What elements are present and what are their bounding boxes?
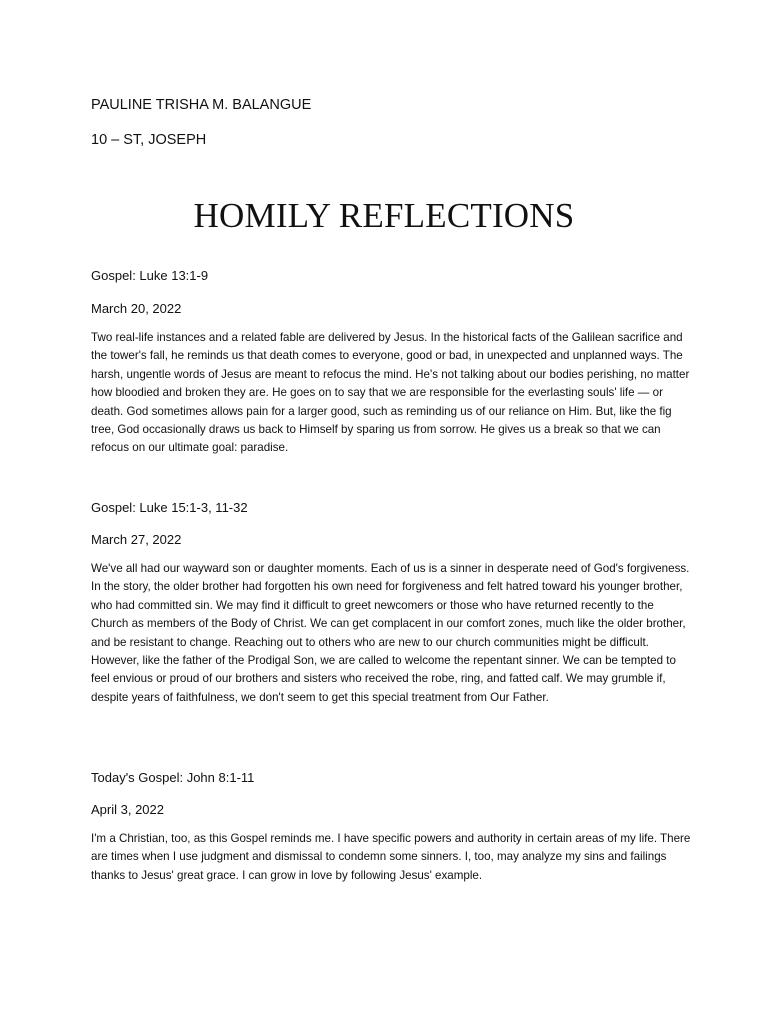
reflection-paragraph: I'm a Christian, too, as this Gospel reminds me. I have specific powers and authority in certain areas of my life. There are times when I use judgment and dismissal to condemn some sinners. I, too, may analyze my sins and failings thanks to Jesus' great grace. I can grow in love by following Jesus' example. [91,832,691,882]
reflection-paragraph: Two real-life instances and a related fable are delivered by Jesus. In the historical facts of the Galilean sacrifice and the tower's fall, he reminds us that death comes to everyone, good or bad, in unexpected and unplanned ways. The harsh, ungentle words of Jesus are meant to refocus the mind. He's not talking about our bodies perishing, no matter how bloodied and broken they are. He goes on to say that we are responsible for the everlasting souls' life — or death. God sometimes allows pain for a larger good, such as reminding us of our reliance on Him. But, like the fig tree, God occasionally draws us back to Himself by sparing us from sorrow. He gives us a break so that we can refocus on our ultimate goal: paradise. [91,331,690,455]
reflection-date: April 3, 2022 [91,802,164,817]
gospel-reference: Today's Gospel: John 8:1-11 [91,770,255,785]
reflection-date: March 27, 2022 [91,532,182,547]
author-name: PAULINE TRISHA M. BALANGUE [91,97,312,113]
reflection-paragraph: We've all had our wayward son or daughter moments. Each of us is a sinner in desperate need of God's forgiveness. In the story, the older brother had forgotten his own need for forgiveness and felt hatred toward his younger brother, who had committed sin. We may find it difficult to greet newcomers or those who have returned recently to the Church as members of the Body of Christ. We can get complacent in our comfort zones, much like the older brother, and be resistant to change. Reaching out to others who are new to our church communities might be difficult. However, like the father of the Prodigal Son, we are called to welcome the repentant sinner. We can be tempted to feel envious or proud of our brothers and sisters who received the robe, ring, and fatted calf. We may grumble if, despite years of faithfulness, we don't seem to get this special treatment from Our Father. [91,562,690,704]
page-title: HOMILY REFLECTIONS [193,196,575,235]
reflection-date: March 20, 2022 [91,301,182,316]
gospel-reference: Gospel: Luke 15:1-3, 11-32 [91,500,248,515]
gospel-reference: Gospel: Luke 13:1-9 [91,268,209,283]
grade-section: 10 – ST, JOSEPH [91,132,207,148]
